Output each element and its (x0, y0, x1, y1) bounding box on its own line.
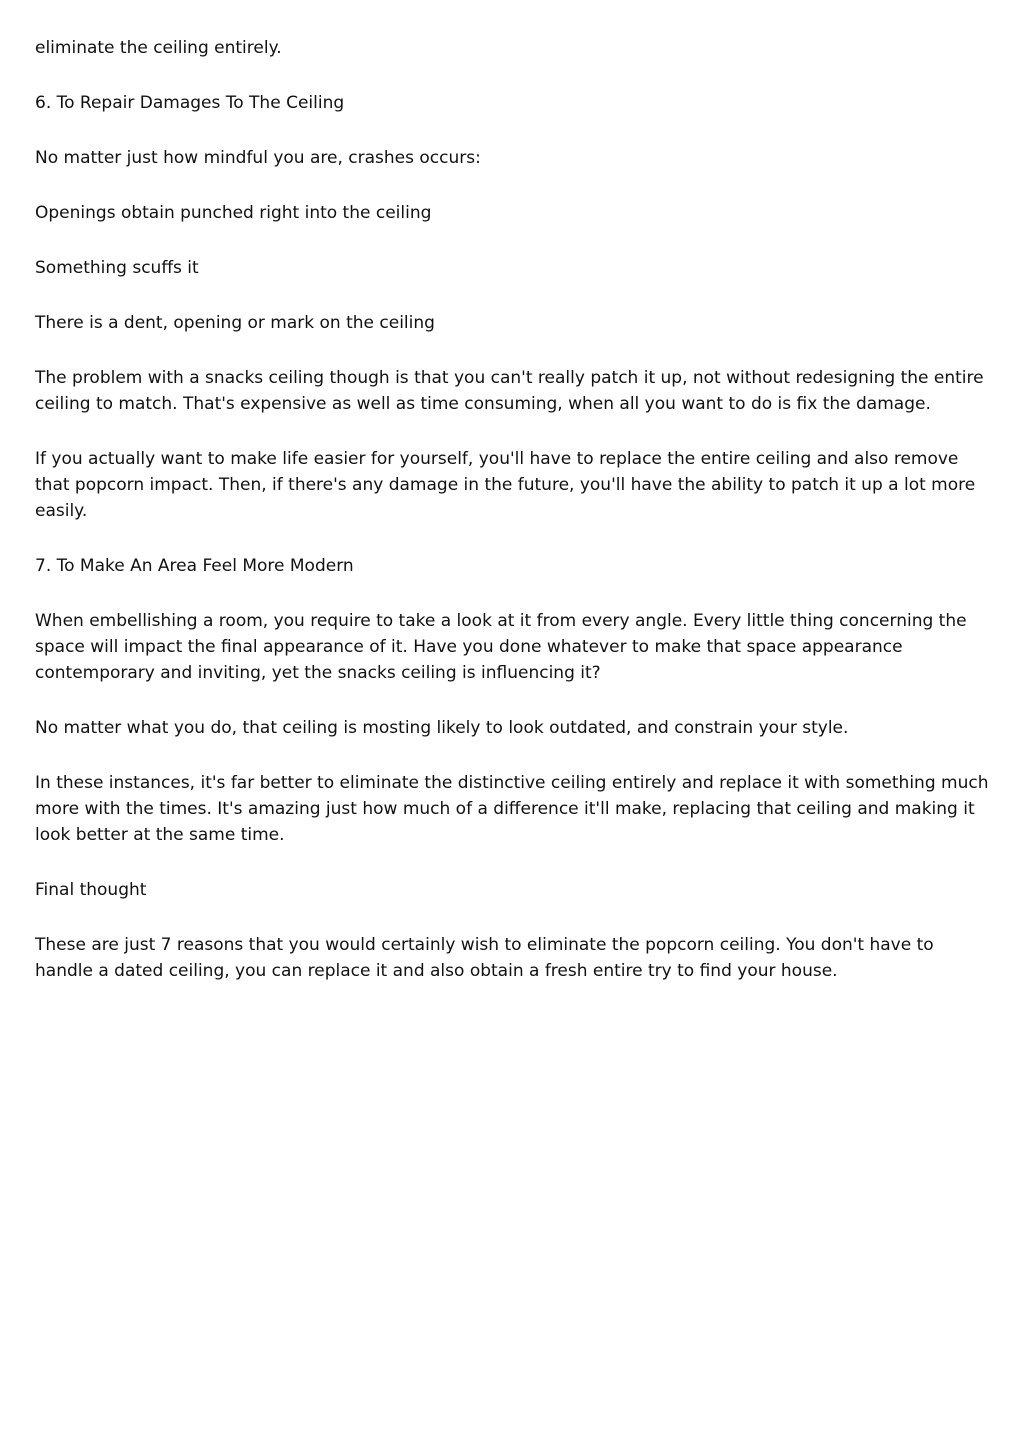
paragraph-intro-accidents: No matter just how mindful you are, crashes occurs: (35, 148, 481, 168)
paragraph-continuation: eliminate the ceiling entirely. (35, 38, 282, 58)
section-heading-modern: 7. To Make An Area Feel More Modern (35, 556, 354, 576)
section-heading-final-thought: Final thought (35, 880, 147, 900)
paragraph-outdated: No matter what you do, that ceiling is mosting likely to look outdated, and constrain your style. (35, 718, 849, 738)
section-heading-repair-damages: 6. To Repair Damages To The Ceiling (35, 93, 345, 113)
paragraph-patch-problem: The problem with a snacks ceiling though is that you can't really patch it up, not without redesigning the entire ceiling to match. That's expensive as well as time consuming, when all you want to do is fix the damage. (35, 368, 984, 414)
paragraph-item-dent: There is a dent, opening or mark on the ceiling (35, 313, 435, 333)
paragraph-replace-distinctive: In these instances, it's far better to eliminate the distinctive ceiling entirely and replace it with something much more with the times. It's amazing just how much of a difference it'll make, replacing that ceiling and making it look better at the same time. (35, 773, 989, 845)
document-page (35, 35, 995, 1013)
paragraph-item-scuffs: Something scuffs it (35, 258, 199, 278)
paragraph-decorating: When embellishing a room, you require to take a look at it from every angle. Every little thing concerning the space will impact the final appearance of it. Have you done whatever to make that space appearance contemporary and inviting, yet the snacks ceiling is influencing it? (35, 611, 967, 683)
paragraph-conclusion: These are just 7 reasons that you would certainly wish to eliminate the popcorn ceiling. You don't have to handle a dated ceiling, you can replace it and also obtain a fresh entire try to find your house. (35, 935, 934, 981)
paragraph-replace-ceiling: If you actually want to make life easier for yourself, you'll have to replace the entire ceiling and also remove that popcorn impact. Then, if there's any damage in the future, you'll have the ability to patch it up a lot more easily. (35, 449, 976, 521)
paragraph-item-holes: Openings obtain punched right into the ceiling (35, 203, 432, 223)
